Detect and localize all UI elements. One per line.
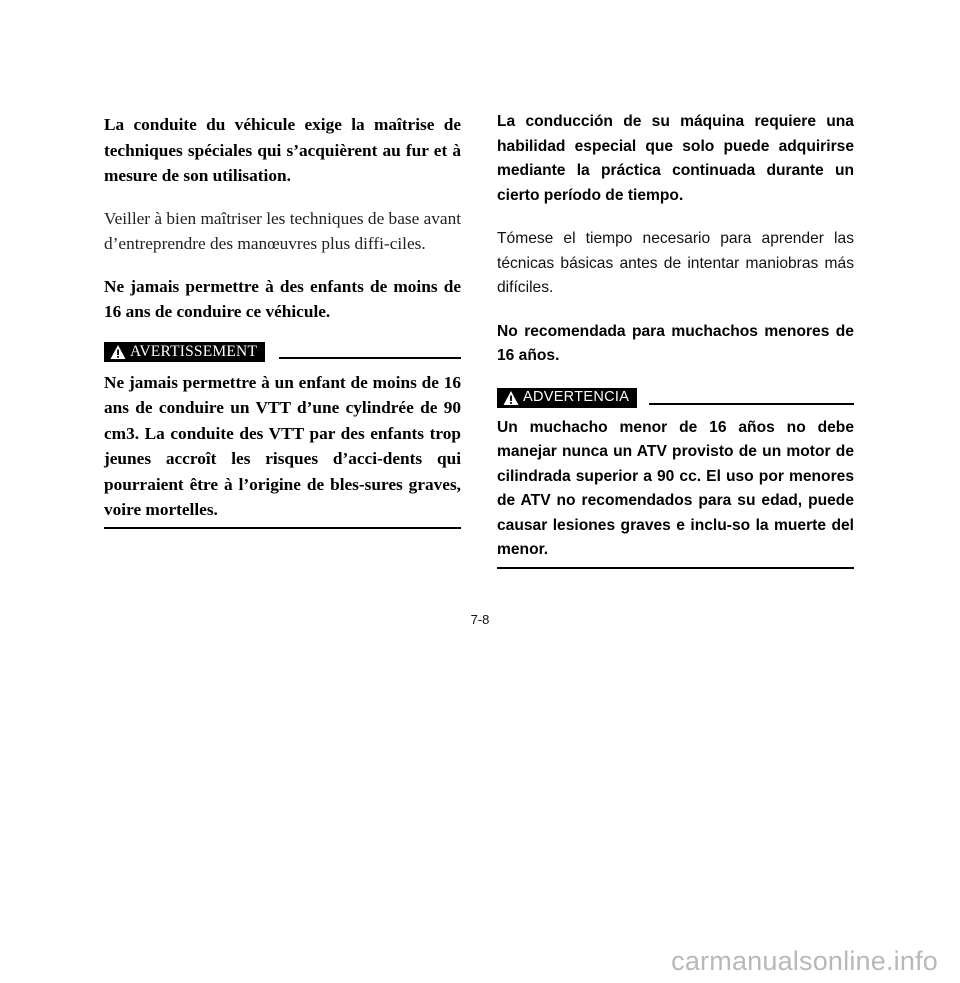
- es-basics-paragraph: Tómese el tiempo necesario para aprender las técnicas básicas antes de intentar maniobras más difíciles.: [497, 230, 854, 296]
- es-warning-label: ADVERTENCIA: [523, 389, 630, 406]
- warning-triangle-icon: [110, 344, 126, 360]
- page-number: 7-8: [470, 612, 490, 627]
- es-age-paragraph: No recomendada para muchachos menores de 16 años.: [497, 322, 854, 364]
- es-warning-end-rule: [497, 567, 854, 569]
- es-warning-badge: [497, 388, 637, 408]
- fr-warning-header: [104, 342, 461, 362]
- fr-intro-paragraph: La conduite du véhicule exige la maîtrise de techniques spéciales qui s’acquièrent au fur et à mesure de son utilisation.: [104, 115, 461, 185]
- fr-warning-label: AVERTISSEMENT: [130, 342, 258, 360]
- fr-age-paragraph: Ne jamais permettre à des enfants de moins de 16 ans de conduire ce véhicule.: [104, 276, 461, 321]
- es-warning-header: [497, 388, 854, 408]
- es-warning-rule: [649, 403, 854, 405]
- fr-warning-rule: [279, 357, 461, 359]
- watermark: carmanualsonline.info: [671, 946, 938, 976]
- french-column: [104, 112, 461, 529]
- fr-warning-end-rule: [104, 527, 461, 529]
- fr-warning-text: Ne jamais permettre à un enfant de moins de 16 ans de conduire un VTT d’une cylindrée de 90 cm3. La conduite des VTT par des enfants trop jeunes accroît les risques d’acci-dents qui pourraient être à l’origine de bles-sures graves, voire mortelles.: [104, 372, 461, 519]
- es-warning-text: Un muchacho menor de 16 años no debe manejar nunca un ATV provisto de un motor de cilindrada superior a 90 cc. El uso por menores de ATV no recomendados para su edad, puede causar lesiones graves e inclu-so la muerte del menor.: [497, 418, 854, 558]
- fr-basics-paragraph: Veiller à bien maîtriser les techniques de base avant d’entreprendre des manœuvres plus diffi-ciles.: [104, 208, 462, 253]
- spanish-column: [497, 110, 854, 569]
- es-intro-paragraph: La conducción de su máquina requiere una habilidad especial que solo puede adquirirse mediante la práctica continuada durante un cierto período de tiempo.: [497, 113, 854, 204]
- warning-triangle-icon: [503, 390, 519, 406]
- fr-warning-badge: [104, 342, 265, 362]
